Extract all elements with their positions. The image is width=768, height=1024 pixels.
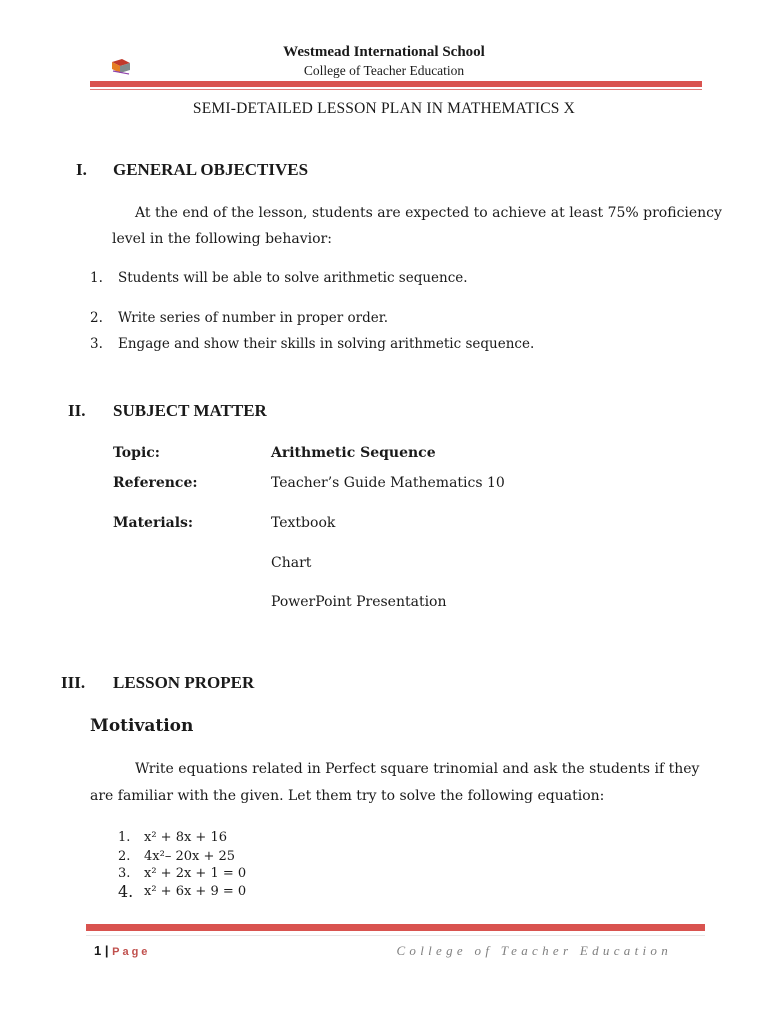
materials-label: Materials: [113,515,194,531]
list-item-number: 3. [90,336,103,352]
equation-number: 1. [118,830,131,845]
footer-divider [86,924,705,931]
section-3-title: LESSON PROPER [113,673,255,692]
equation-number: 3. [118,866,131,881]
material-item: Textbook [271,515,336,531]
section-1-title: GENERAL OBJECTIVES [113,160,309,179]
header-divider [90,81,702,87]
page-word: Page [112,946,151,958]
page-number-value: 1 [94,943,102,958]
equation-number: 2. [118,849,131,864]
equation-text: x² + 6x + 9 = 0 [144,884,247,899]
document-title: SEMI-DETAILED LESSON PLAN IN MATHEMATICS X [192,100,576,117]
header-divider-thin [90,89,702,90]
equation-text: x² + 8x + 16 [144,830,228,845]
equation-number: 4. [118,882,134,901]
section-3-number: III. [61,673,86,692]
reference-value: Teacher’s Guide Mathematics 10 [271,475,505,491]
objectives-intro-line-1: At the end of the lesson, students are expected to achieve at least 75% proficiency [135,205,722,221]
section-1-number: I. [76,160,87,179]
footer-divider-thin [86,935,705,936]
list-item-number: 2. [90,310,103,326]
reference-label: Reference: [113,475,198,491]
section-2-number: II. [68,401,86,420]
equation-text: x² + 2x + 1 = 0 [144,866,247,881]
material-item: PowerPoint Presentation [271,594,447,610]
page-separator: | [104,943,109,958]
material-item: Chart [271,555,312,571]
topic-value: Arithmetic Sequence [271,445,436,461]
list-item-text: Write series of number in proper order. [118,310,388,326]
motivation-line-1: Write equations related in Perfect square trinomial and ask the students if they [135,761,700,777]
list-item-text: Students will be able to solve arithmetic sequence. [118,270,468,286]
page-number [94,943,150,958]
college-name: College of Teacher Education [303,63,465,78]
motivation-heading: Motivation [90,716,194,736]
motivation-line-2: are familiar with the given. Let them try to solve the following equation: [90,788,605,804]
equation-text: 4x²– 20x + 25 [144,849,236,864]
list-item-text: Engage and show their skills in solving arithmetic sequence. [118,336,535,352]
list-item-number: 1. [90,270,103,286]
topic-label: Topic: [113,445,160,461]
objectives-intro-line-2: level in the following behavior: [112,231,332,247]
section-2-title: SUBJECT MATTER [113,401,267,420]
school-name: Westmead International School [283,44,485,60]
footer-college: College of Teacher Education [396,943,672,958]
